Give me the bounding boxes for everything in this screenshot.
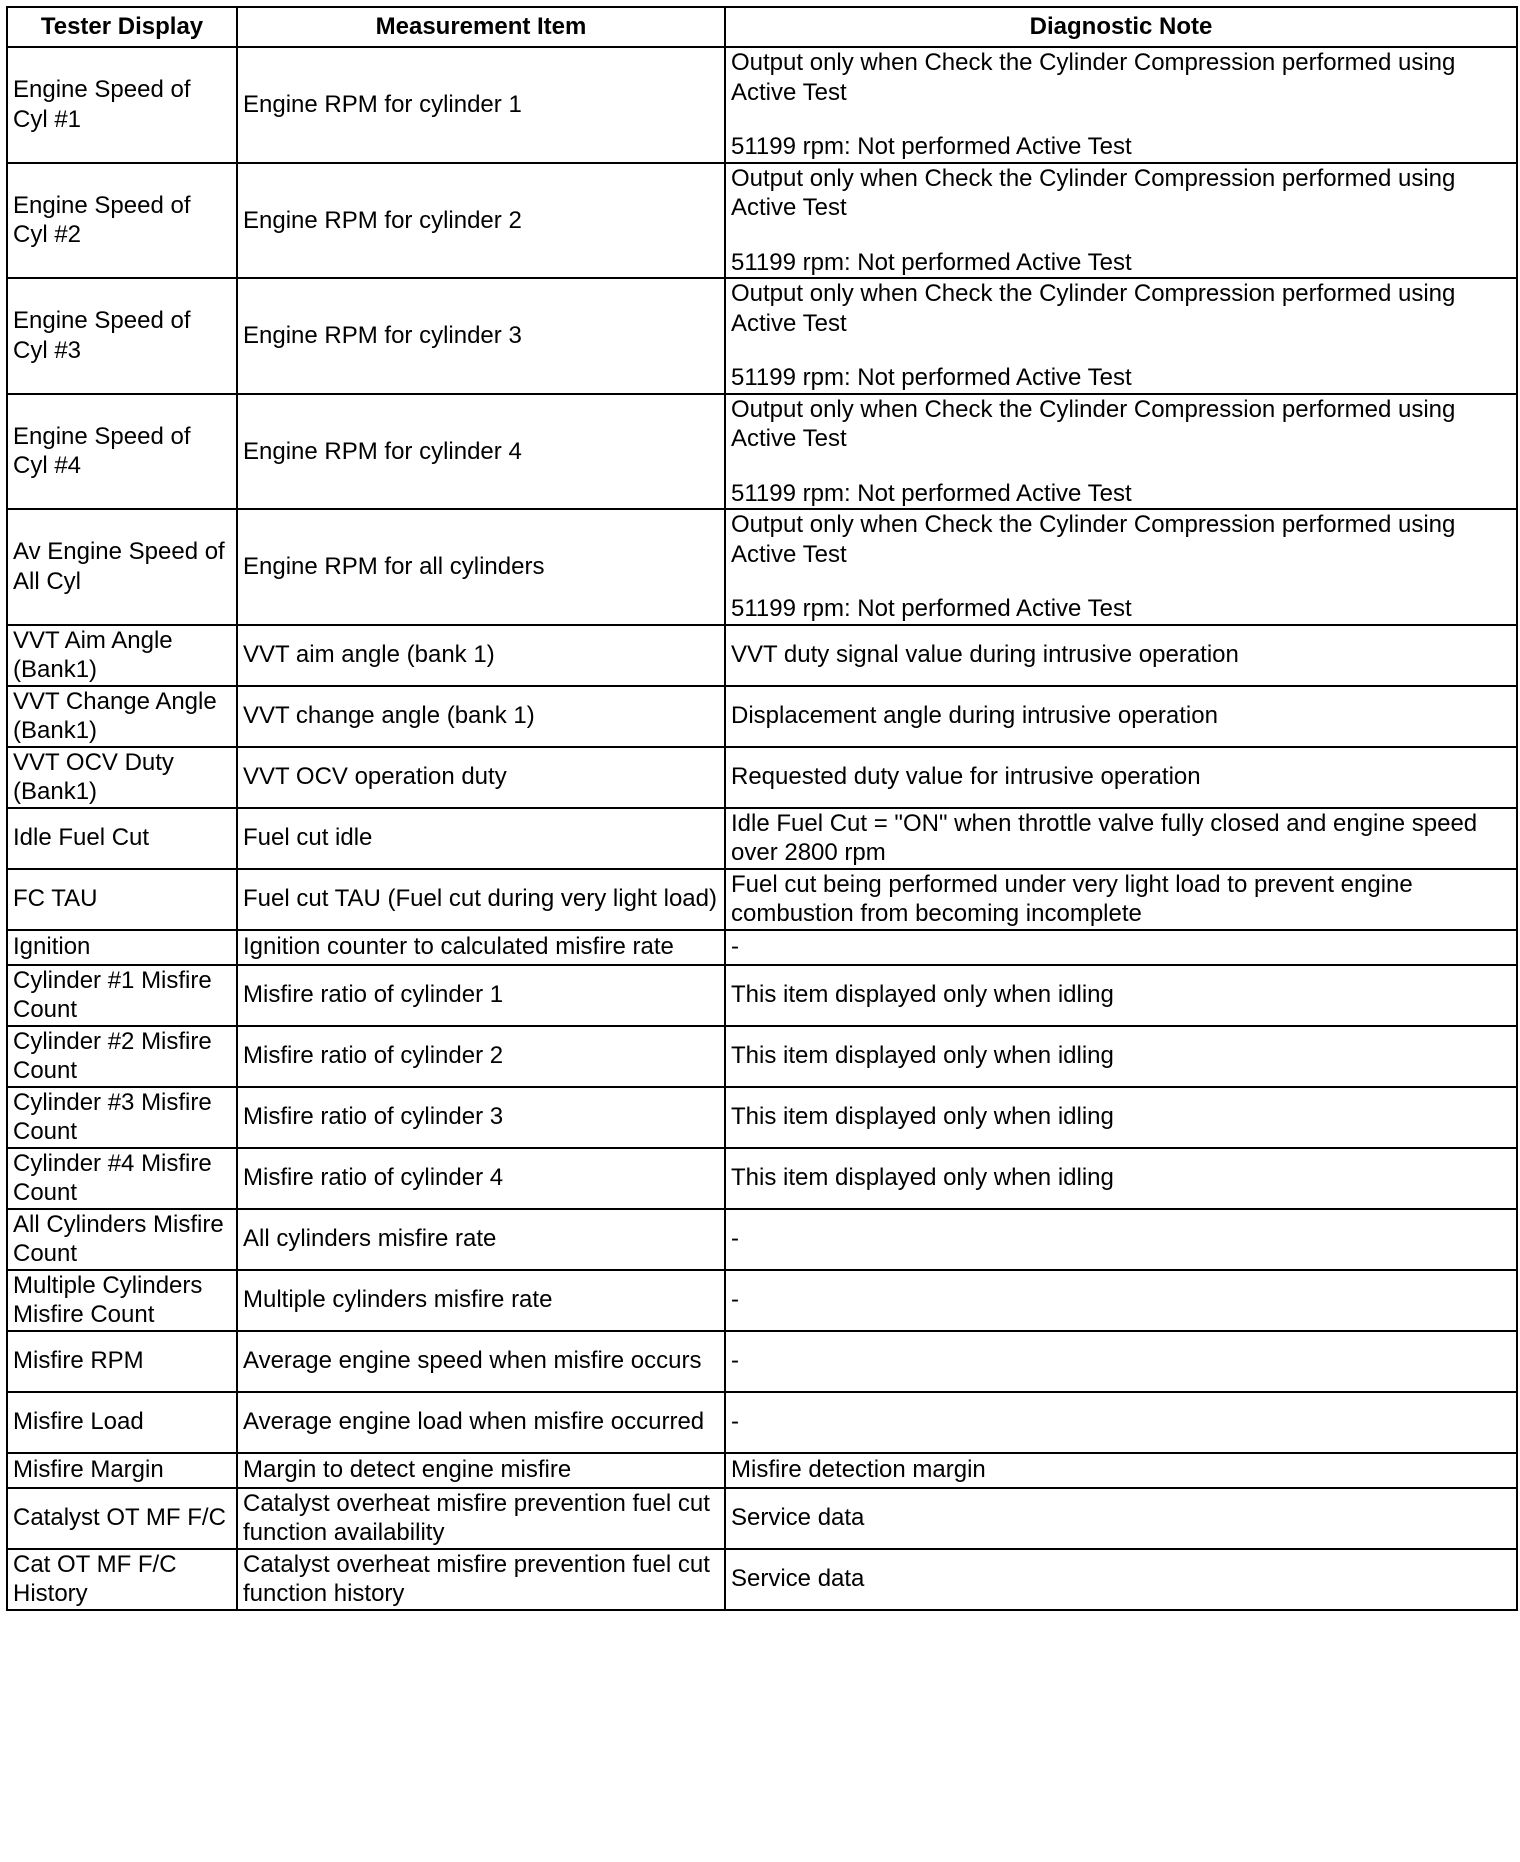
cell-tester-display: Cylinder #2 Misfire Count [7, 1026, 237, 1087]
cell-tester-display: Multiple Cylinders Misfire Count [7, 1270, 237, 1331]
cell-diagnostic-note [725, 1488, 1517, 1549]
cell-diagnostic-note [725, 747, 1517, 808]
cell-tester-display: Idle Fuel Cut [7, 808, 237, 869]
diagnostic-data-table-container [6, 6, 1516, 1611]
diagnostic-note-line: Output only when Check the Cylinder Compression performed using Active Test [731, 49, 1456, 106]
cell-diagnostic-note [725, 1549, 1517, 1610]
cell-measurement-item: Engine RPM for cylinder 4 [237, 394, 725, 510]
cell-measurement-item: Margin to detect engine misfire [237, 1453, 725, 1488]
diagnostic-note-line: Output only when Check the Cylinder Compression performed using Active Test [731, 164, 1456, 221]
diagnostic-note-line: - [731, 1225, 739, 1253]
cell-measurement-item: Catalyst overheat misfire prevention fuel cut function availability [237, 1488, 725, 1549]
table-row [7, 1549, 1517, 1610]
cell-diagnostic-note [725, 1209, 1517, 1270]
table-row [7, 930, 1517, 965]
table-row [7, 965, 1517, 1026]
table-row [7, 808, 1517, 869]
table-row [7, 1270, 1517, 1331]
table-row [7, 747, 1517, 808]
note-paragraph-gap [731, 338, 1511, 363]
diagnostic-note-line: 51199 rpm: Not performed Active Test [731, 595, 1132, 622]
diagnostic-note-line: Displacement angle during intrusive operation [731, 702, 1218, 730]
cell-measurement-item: VVT change angle (bank 1) [237, 686, 725, 747]
diagnostic-note-line: 51199 rpm: Not performed Active Test [731, 133, 1132, 160]
cell-tester-display: Catalyst OT MF F/C [7, 1488, 237, 1549]
cell-tester-display: FC TAU [7, 869, 237, 930]
cell-measurement-item: Average engine load when misfire occurred [237, 1392, 725, 1453]
diagnostic-note-line: 51199 rpm: Not performed Active Test [731, 479, 1132, 507]
note-paragraph-gap [731, 107, 1511, 132]
table-row [7, 47, 1517, 163]
header-measurement-item: Measurement Item [237, 7, 725, 47]
cell-measurement-item: All cylinders misfire rate [237, 1209, 725, 1270]
cell-tester-display: Ignition [7, 930, 237, 965]
table-row [7, 1392, 1517, 1453]
cell-measurement-item: Average engine speed when misfire occurs [237, 1331, 725, 1392]
table-row [7, 1087, 1517, 1148]
cell-diagnostic-note [725, 1331, 1517, 1392]
diagnostic-note-line: Output only when Check the Cylinder Compression performed using Active Test [731, 395, 1456, 452]
cell-diagnostic-note [725, 1087, 1517, 1148]
cell-diagnostic-note [725, 1026, 1517, 1087]
diagnostic-note-line: This item displayed only when idling [731, 1103, 1114, 1131]
table-row [7, 163, 1517, 279]
cell-diagnostic-note [725, 1148, 1517, 1209]
table-body [7, 47, 1517, 1610]
cell-tester-display: Cylinder #1 Misfire Count [7, 965, 237, 1026]
diagnostic-note-line: Idle Fuel Cut = "ON" when throttle valve fully closed and engine speed over 2800 rpm [731, 809, 1478, 866]
cell-tester-display: VVT Aim Angle (Bank1) [7, 625, 237, 686]
cell-diagnostic-note [725, 930, 1517, 965]
cell-measurement-item: Engine RPM for cylinder 2 [237, 163, 725, 279]
diagnostic-data-table [6, 6, 1518, 1611]
diagnostic-note-line: - [731, 933, 739, 961]
note-paragraph-gap [731, 454, 1511, 479]
diagnostic-note-line: - [731, 1286, 739, 1314]
cell-diagnostic-note [725, 1392, 1517, 1453]
cell-diagnostic-note [725, 1270, 1517, 1331]
cell-tester-display: Cat OT MF F/C History [7, 1549, 237, 1610]
cell-diagnostic-note [725, 47, 1517, 163]
header-diagnostic-note: Diagnostic Note [725, 7, 1517, 47]
table-row [7, 278, 1517, 394]
cell-tester-display: Misfire RPM [7, 1331, 237, 1392]
cell-tester-display: Misfire Margin [7, 1453, 237, 1488]
cell-measurement-item: Fuel cut idle [237, 808, 725, 869]
cell-diagnostic-note [725, 965, 1517, 1026]
cell-measurement-item: Misfire ratio of cylinder 2 [237, 1026, 725, 1087]
cell-diagnostic-note [725, 509, 1517, 625]
cell-measurement-item: Multiple cylinders misfire rate [237, 1270, 725, 1331]
cell-tester-display: Av Engine Speed of All Cyl [7, 509, 237, 625]
table-row [7, 1453, 1517, 1488]
cell-diagnostic-note [725, 1453, 1517, 1488]
cell-diagnostic-note [725, 808, 1517, 869]
diagnostic-note-line: Requested duty value for intrusive operation [731, 763, 1201, 791]
table-row [7, 1148, 1517, 1209]
table-row [7, 1209, 1517, 1270]
diagnostic-note-line: Service data [731, 1504, 865, 1532]
cell-measurement-item: Ignition counter to calculated misfire rate [237, 930, 725, 965]
cell-measurement-item: Engine RPM for cylinder 3 [237, 278, 725, 394]
table-row [7, 1026, 1517, 1087]
cell-tester-display: Misfire Load [7, 1392, 237, 1453]
note-paragraph-gap [731, 569, 1511, 594]
cell-measurement-item: Misfire ratio of cylinder 1 [237, 965, 725, 1026]
note-paragraph-gap [731, 223, 1511, 248]
cell-measurement-item: VVT aim angle (bank 1) [237, 625, 725, 686]
cell-measurement-item: Misfire ratio of cylinder 3 [237, 1087, 725, 1148]
table-row [7, 625, 1517, 686]
table-row [7, 686, 1517, 747]
diagnostic-note-line: - [731, 1408, 739, 1436]
cell-measurement-item: Fuel cut TAU (Fuel cut during very light load) [237, 869, 725, 930]
diagnostic-note-line: This item displayed only when idling [731, 1164, 1114, 1192]
diagnostic-note-line: - [731, 1347, 739, 1375]
diagnostic-note-line: 51199 rpm: Not performed Active Test [731, 364, 1132, 391]
cell-measurement-item: Misfire ratio of cylinder 4 [237, 1148, 725, 1209]
diagnostic-note-line: This item displayed only when idling [731, 981, 1114, 1009]
cell-measurement-item: Catalyst overheat misfire prevention fuel cut function history [237, 1549, 725, 1610]
table-row [7, 869, 1517, 930]
diagnostic-note-line: Fuel cut being performed under very light load to prevent engine combustion from becoming incomplete [731, 870, 1413, 927]
table-row [7, 1331, 1517, 1392]
cell-diagnostic-note [725, 394, 1517, 510]
diagnostic-note-line: 51199 rpm: Not performed Active Test [731, 248, 1132, 276]
diagnostic-note-line: VVT duty signal value during intrusive operation [731, 641, 1239, 669]
cell-tester-display: VVT Change Angle (Bank1) [7, 686, 237, 747]
cell-diagnostic-note [725, 625, 1517, 686]
diagnostic-note-line: Misfire detection margin [731, 1456, 986, 1484]
table-row [7, 509, 1517, 625]
cell-tester-display: Engine Speed of Cyl #2 [7, 163, 237, 279]
cell-tester-display: All Cylinders Misfire Count [7, 1209, 237, 1270]
cell-diagnostic-note [725, 163, 1517, 279]
cell-tester-display: Engine Speed of Cyl #3 [7, 278, 237, 394]
diagnostic-note-line: This item displayed only when idling [731, 1042, 1114, 1070]
table-row [7, 1488, 1517, 1549]
header-tester-display: Tester Display [7, 7, 237, 47]
cell-tester-display: Engine Speed of Cyl #4 [7, 394, 237, 510]
cell-diagnostic-note [725, 869, 1517, 930]
cell-measurement-item: Engine RPM for all cylinders [237, 509, 725, 625]
diagnostic-note-line: Output only when Check the Cylinder Compression performed using Active Test [731, 280, 1456, 337]
cell-tester-display: Cylinder #4 Misfire Count [7, 1148, 237, 1209]
cell-tester-display: Cylinder #3 Misfire Count [7, 1087, 237, 1148]
cell-tester-display: VVT OCV Duty (Bank1) [7, 747, 237, 808]
cell-tester-display: Engine Speed of Cyl #1 [7, 47, 237, 163]
cell-diagnostic-note [725, 278, 1517, 394]
table-header-row [7, 7, 1517, 47]
cell-diagnostic-note [725, 686, 1517, 747]
diagnostic-note-line: Service data [731, 1565, 865, 1593]
cell-measurement-item: Engine RPM for cylinder 1 [237, 47, 725, 163]
table-row [7, 394, 1517, 510]
cell-measurement-item: VVT OCV operation duty [237, 747, 725, 808]
diagnostic-note-line: Output only when Check the Cylinder Compression performed using Active Test [731, 511, 1456, 568]
